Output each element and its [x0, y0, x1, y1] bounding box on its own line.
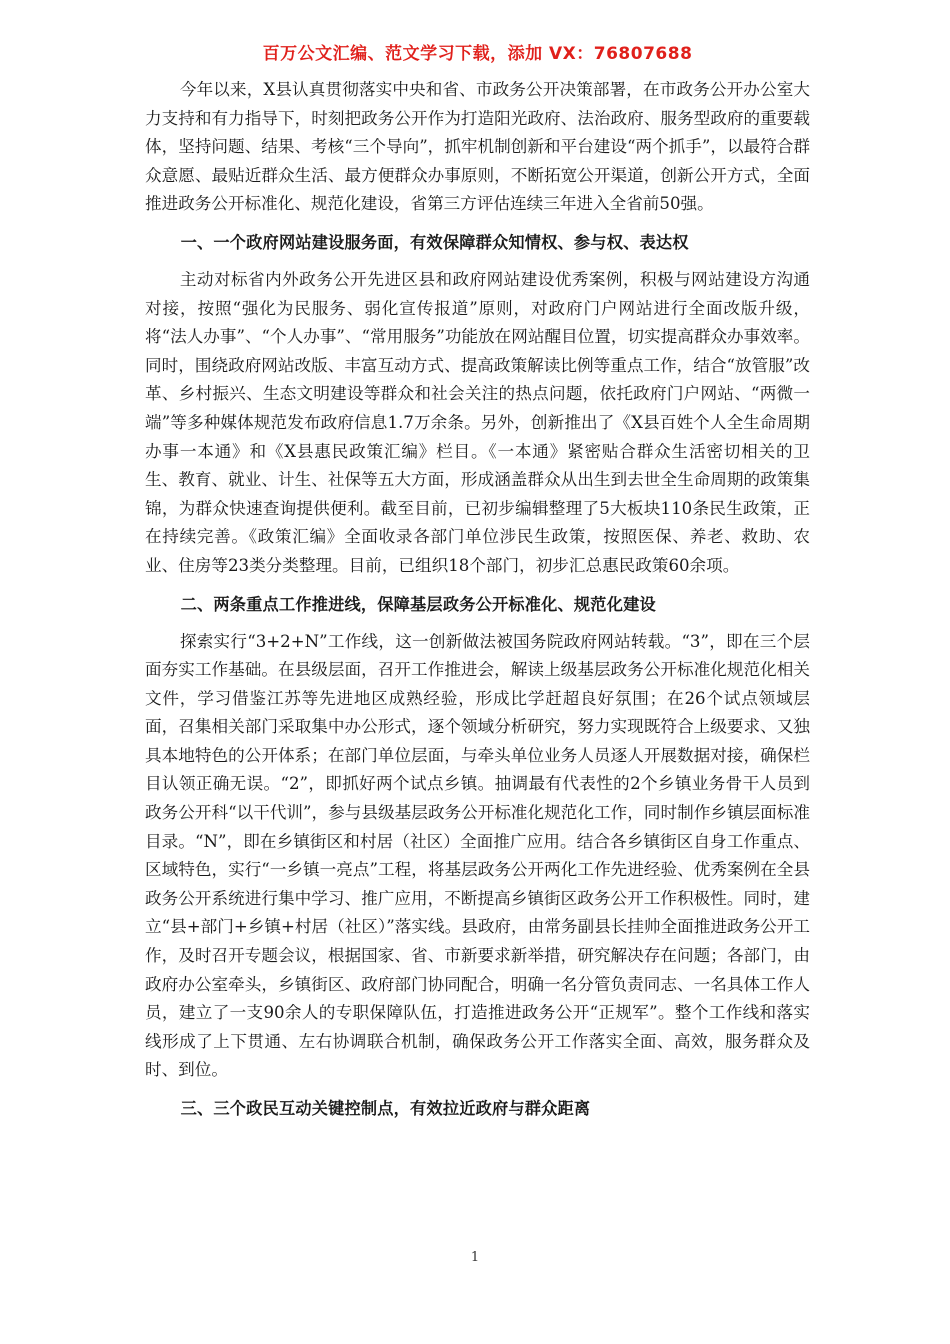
document-page — [145, 40, 810, 1132]
section-3-heading: 三、三个政民互动关键控制点，有效拉近政府与群众距离 — [180, 1099, 591, 1118]
intro-paragraph: 今年以来，X县认真贯彻落实中央和省、市政务公开决策部署，在市政务公开办公室大力支持和有力指导下，时刻把政务公开作为打造阳光政府、法治政府、服务型政府的重要载体，坚持问题、结果、考核“三个导向”，抓牢机制创新和平台建设“两个抓手”，以最符合群众意愿、最贴近群众生活、最方便群众办事原则，不断拓宽公开渠道，创新公开方式，全面推进政务公开标准化、规范化建设，省第三方评估连续三年进入全省前50强。 — [145, 80, 810, 214]
section-2-heading: 二、两条重点工作推进线，保障基层政务公开标准化、规范化建设 — [180, 594, 656, 614]
header-banner: 百万公文汇编、范文学习下载，添加 VX：76807688 — [262, 44, 693, 64]
page-number: 1 — [470, 1250, 480, 1265]
section-2-body: 探索实行“3+2+N”工作线，这一创新做法被国务院政府网站转载。“3”，即在三个层面夯实工作基础。在县级层面，召开工作推进会，解读上级基层政务公开标准化规范化相关文件，学习借鉴江苏等先进地区成熟经验，形成比学赶超良好氛围；在26个试点领域层面，召集相关部门采取集中办公形式，逐个领域分析研究，努力实现既符合上级要求、又独具本地特色的公开体系；在部门单位层面，与牵头单位业务人员逐人开展数据对接，确保栏目认领正确无误。“2”，即抓好两个试点乡镇。抽调最有代表性的2个乡镇业务骨干人员到政务公开科“以干代训”，参与县级基层政务公开标准化规范化工作，同时制作乡镇层面标准目录。“N”，即在乡镇街区和村居（社区）全面推广应用。结合各乡镇街区自身工作重点、区域特色，实行“一乡镇一亮点”工程，将基层政务公开两化工作先进经验、优秀案例在全县政务公开系统进行集中学习、推广应用，不断提高乡镇街区政务公开工作积极性。同时，建立“县+部门+乡镇+村居（社区）”落实线。县政府，由常务副县长挂帅全面推进政务公开工作，及时召开专题会议，根据国家、省、市新要求新举措，研究解决存在问题；各部门，由政府办公室牵头，乡镇街区、政府部门协同配合，明确一名分管负责同志、一名具体工作人员，建立了一支90余人的专职保障队伍，打造推进政务公开“正规军”。整个工作线和落实线形成了上下贯通、左右协调联合机制，确保政务公开工作落实全面、高效，服务群众及时、到位。 — [145, 631, 810, 1080]
section-1-body: 主动对标省内外政务公开先进区县和政府网站建设优秀案例，积极与网站建设方沟通对接，按照“强化为民服务、弱化宣传报道”原则，对政府门户网站进行全面改版升级，将“法人办事”、“个人办事”、“常用服务”功能放在网站醒目位置，切实提高群众办事效率。同时，围绕政府网站改版、丰富互动方式、提高政策解读比例等重点工作，结合“放管服”改革、乡村振兴、生态文明建设等群众和社会关注的热点问题，依托政府门户网站、“两微一端”等多种媒体规范发布政府信息1.7万余条。另外，创新推出了《X县百姓个人全生命周期办事一本通》和《X县惠民政策汇编》栏目。《一本通》紧密贴合群众生活密切相关的卫生、教育、就业、计生、社保等五大方面，形成涵盖群众从出生到去世全生命周期的政策集锦，为群众快速查询提供便利。截至目前，已初步编辑整理了5大板块110条民生政策，正在持续完善。《政策汇编》全面收录各部门单位涉民生政策，按照医保、养老、救助、农业、住房等23类分类整理。目前，已组织18个部门，初步汇总惠民政策60余项。 — [145, 269, 810, 575]
section-1-heading: 一、一个政府网站建设服务面，有效保障群众知情权、参与权、表达权 — [180, 232, 689, 252]
